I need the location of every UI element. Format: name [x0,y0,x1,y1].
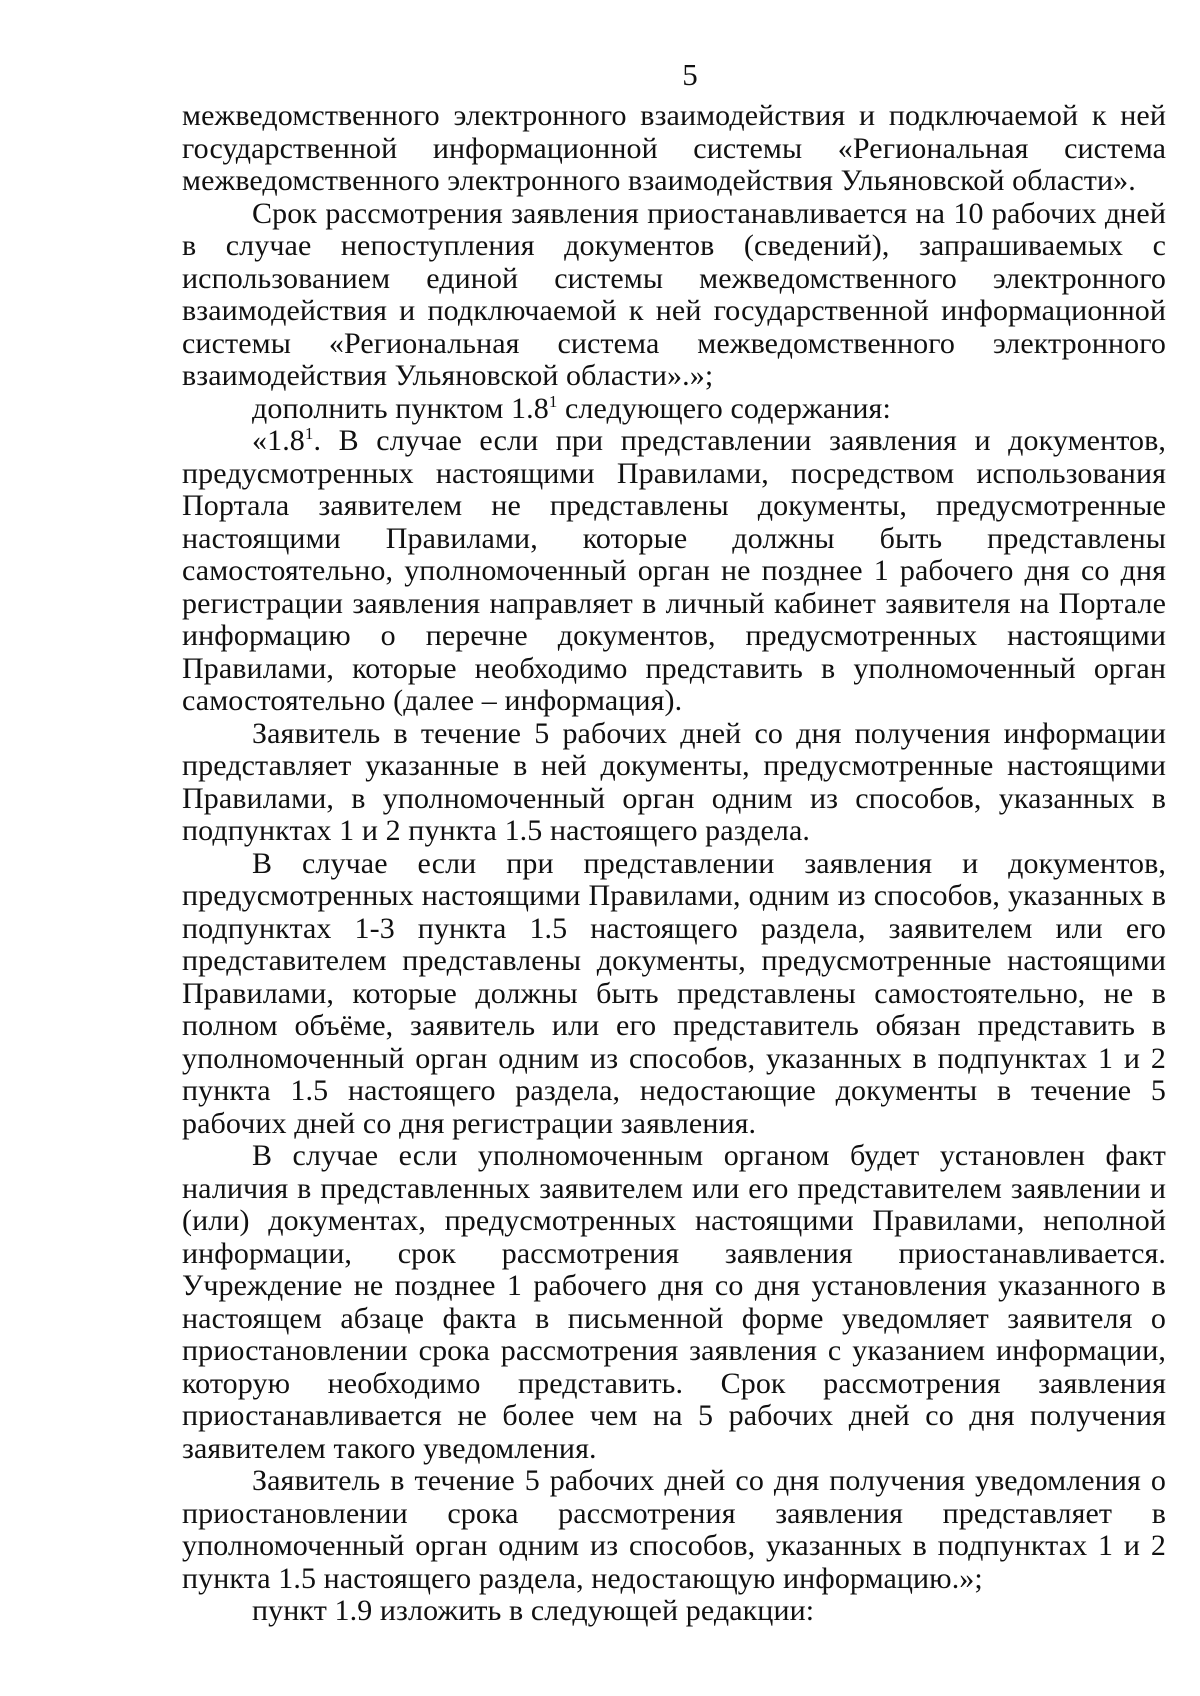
paragraph-add-clause [182,393,1166,426]
paragraph-add-clause-text: дополнить пунктом 1.8 [252,391,549,425]
paragraph-clause-1-9: пункт 1.9 изложить в следующей редакции: [252,1594,815,1627]
paragraph-continuation: межведомственного электронного взаимодействия и подключаемой к ней государственной информационной системы «Региональная система межведомственного электронного взаимодействия Ульяновской области». [182,99,1166,197]
clause-text: . В случае если при представлении заявления и документов, предусмотренных настоящими Правилами, посредством использования Портала заявителем не представлены документы, предусмотренные настоящими Правилами, которые должны быть представлены самостоятельно, уполномоченный орган не позднее 1 рабочего дня со дня регистрации заявления направляет в личный кабинет заявителя на Портале информацию о перечне документов, предусмотренных настоящими Правилами, которые необходимо представить в уполномоченный орган самостоятельно (далее – информация). [182,424,1166,717]
superscript-mark: 1 [548,391,558,411]
paragraph-incomplete-documents: В случае если при представлении заявления и документов, предусмотренных настоящими Правилами, одним из способов, указанных в подпунктах 1-3 пункта 1.5 настоящего раздела, заявителем или его представителем представлены документы, предусмотренные настоящими Правилами, которые должны быть представлены самостоятельно, не в полном объёме, заявитель или его представитель обязан представить в уполномоченный орган одним из способов, указанных в подпунктах 1 и 2 пункта 1.5 настоящего раздела, недостающие документы в течение 5 рабочих дней со дня регистрации заявления. [182,846,1166,1140]
paragraph-applicant-submission: Заявитель в течение 5 рабочих дней со дня получения информации представляет указанные в ней документы, предусмотренные настоящими Правилами, в уполномоченный орган одним из способов, указанных в подпунктах 1 и 2 пункта 1.5 настоящего раздела. [182,716,1166,847]
paragraph-add-clause-tail: следующего содержания: [557,391,891,425]
paragraph-suspension-term: Срок рассмотрения заявления приостанавливается на 10 рабочих дней в случае непоступления документов (сведений), запрашиваемых с использованием единой системы межведомственного электронного взаимодействия и подключаемой к ней государственной информационной системы «Региональная система межведомственного электронного взаимодействия Ульяновской области».»; [182,196,1166,392]
paragraph-clause-1-8-1 [182,425,1166,718]
document-body [182,100,1166,1628]
paragraph-applicant-missing-info: Заявитель в течение 5 рабочих дней со дня получения уведомления о приостановлении срока рассмотрения заявления представляет в уполномоченный орган одним из способов, указанных в подпунктах 1 и 2 пункта 1.5 настоящего раздела, недостающую информацию.»; [182,1464,1166,1595]
superscript-mark: 1 [304,424,314,443]
clause-number: «1.8 [252,424,305,457]
paragraph-incomplete-information: В случае если уполномоченным органом будет установлен факт наличия в представленных заявителем или его представителем заявлении и (или) документах, предусмотренных настоящими Правилами, неполной информации, срок рассмотрения заявления приостанавливается. Учреждение не позднее 1 рабочего дня со дня установления указанного в настоящем абзаце факта в письменной форме уведомляет заявителя о приостановлении срока рассмотрения заявления с указанием информации, которую необходимо представить. Срок рассмотрения заявления приостанавливается не более чем на 5 рабочих дней со дня получения заявителем такого уведомления. [182,1139,1166,1465]
page-number: 5 [682,57,698,92]
